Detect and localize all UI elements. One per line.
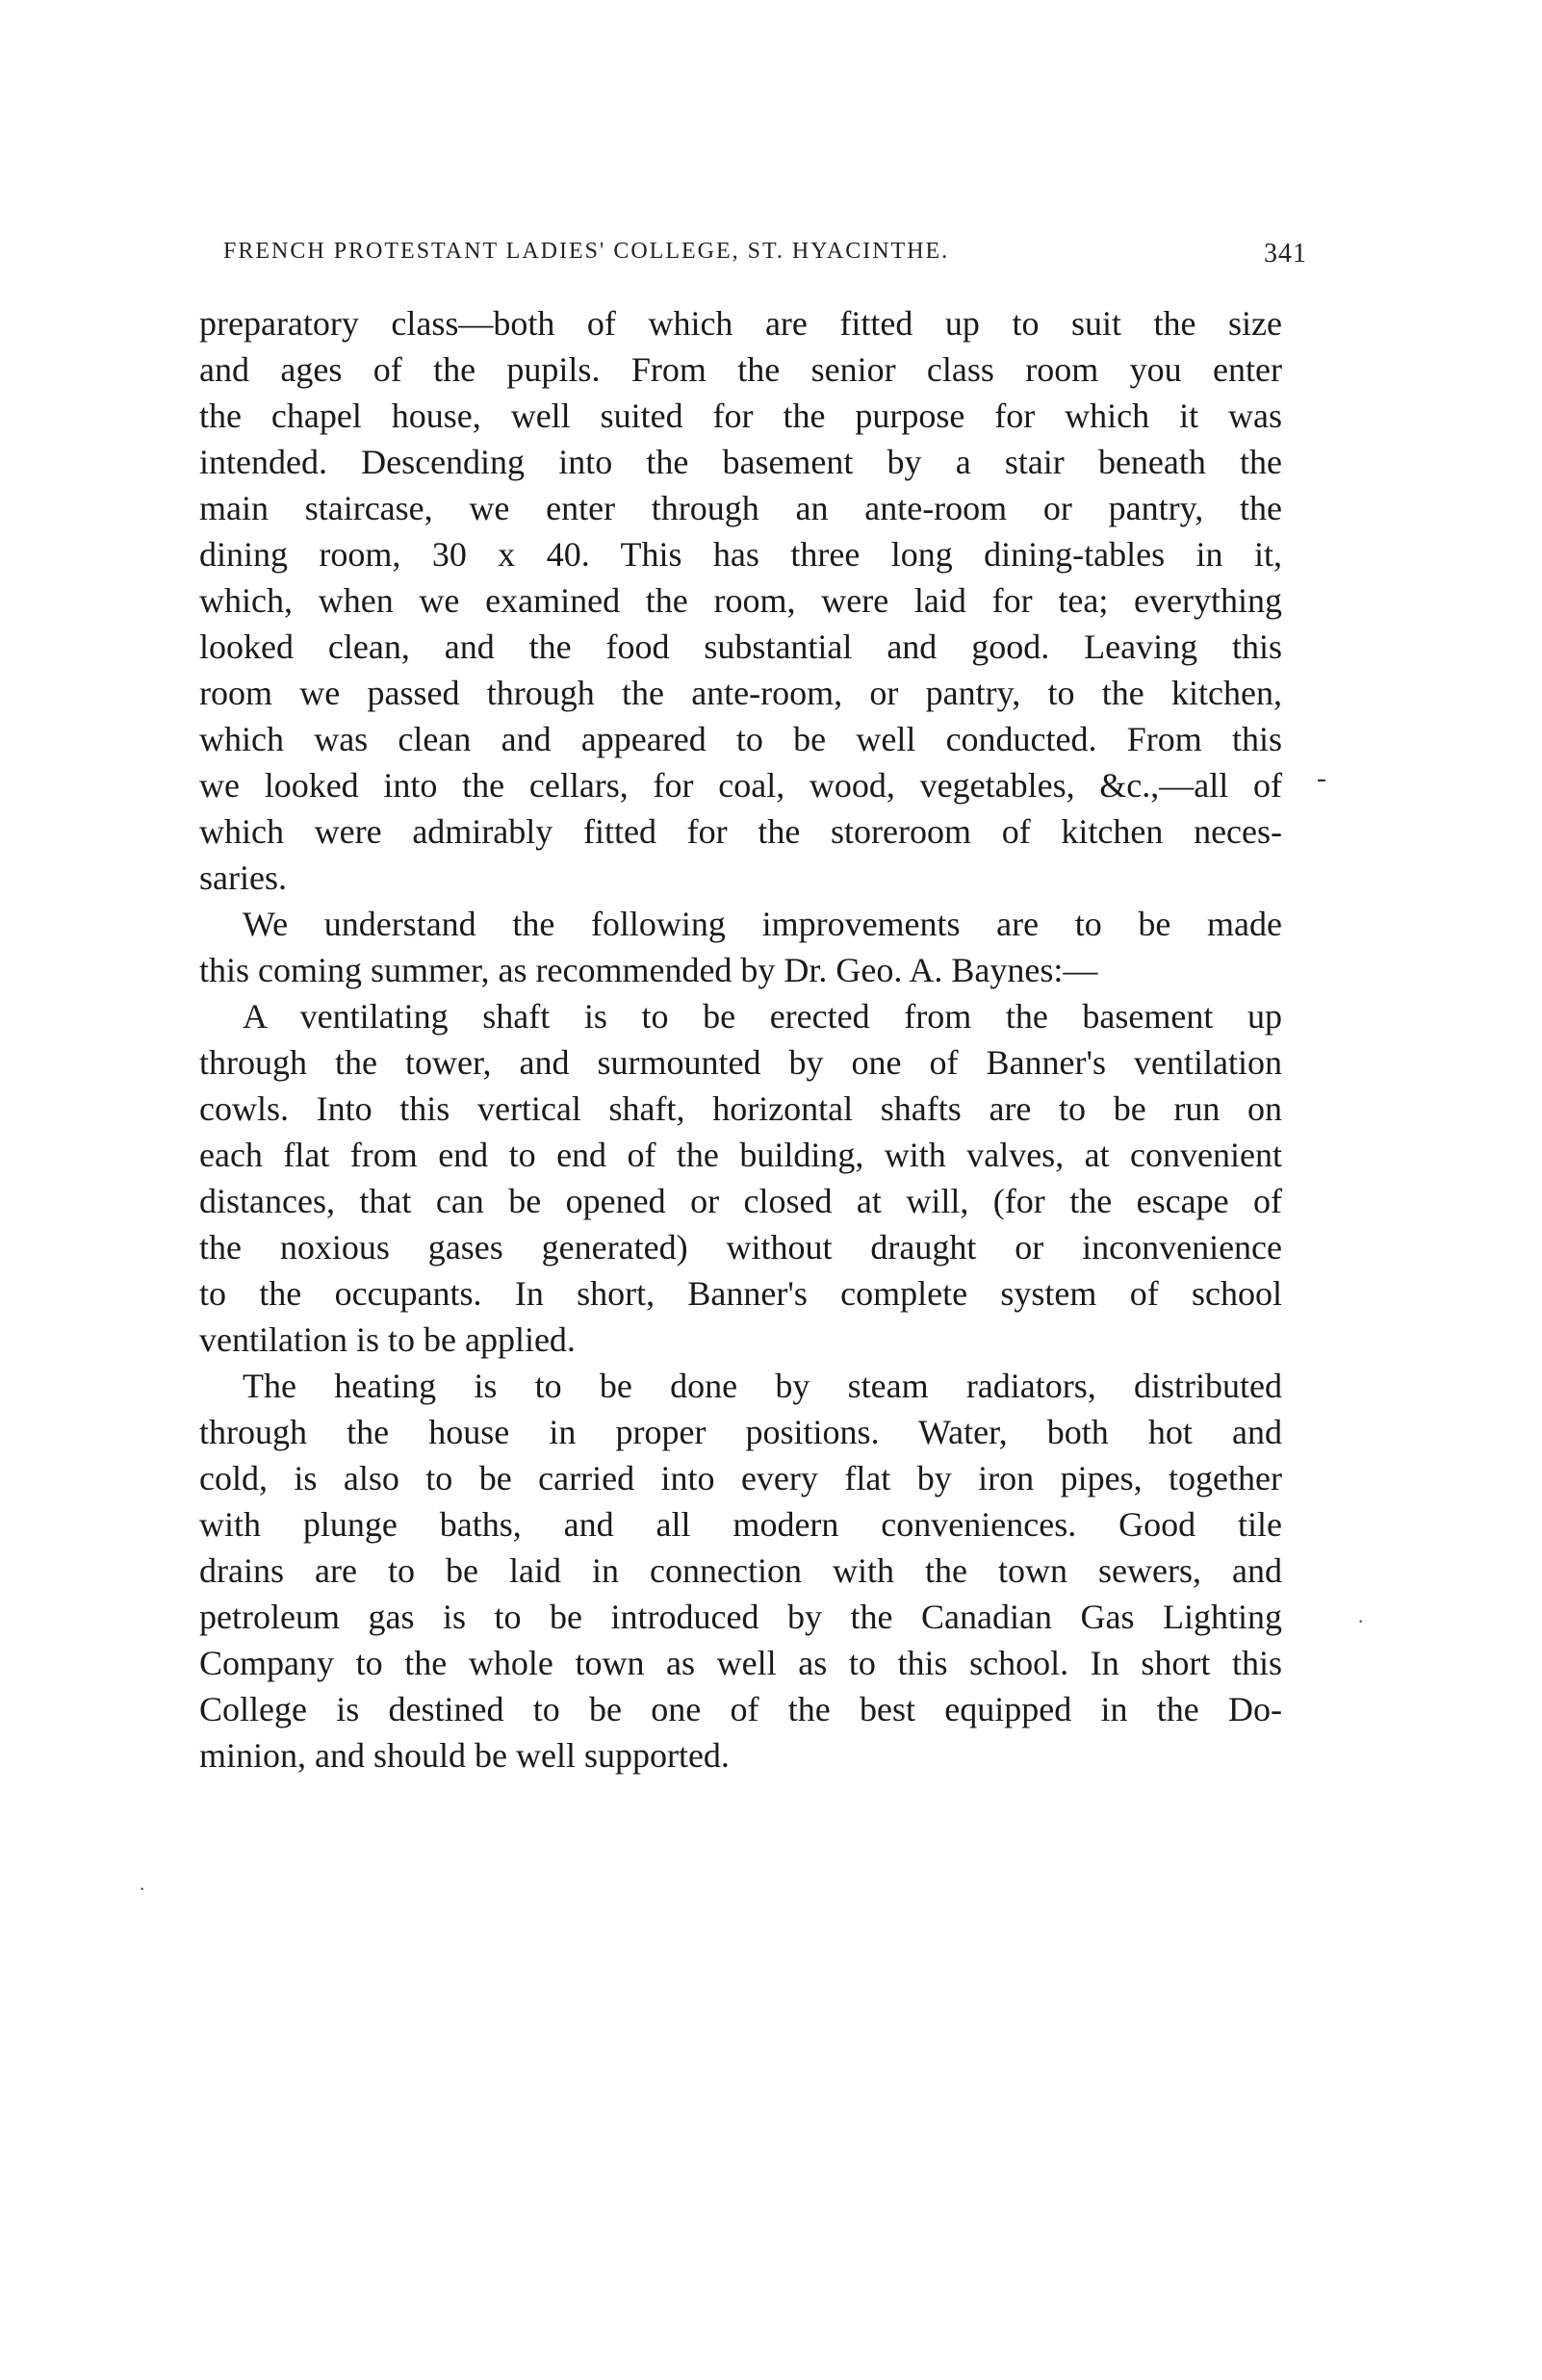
text-line: to the occupants. In short, Banner's complete system of school <box>199 1274 1282 1313</box>
text-line: each flat from end to end of the building, with valves, at convenient <box>199 1136 1282 1174</box>
page-number: 341 <box>1264 239 1307 269</box>
text-line: cold, is also to be carried into every flat by iron pipes, together <box>199 1459 1282 1497</box>
text-line: A ventilating shaft is to be erected from the basement up <box>243 997 1282 1036</box>
text-line: distances, that can be opened or closed at will, (for the escape of <box>199 1182 1282 1220</box>
text-line: petroleum gas is to be introduced by the Canadian Gas Lighting <box>199 1598 1282 1636</box>
text-line: dining room, 30 x 40. This has three long dining-tables in it, <box>199 535 1282 574</box>
text-line: cowls. Into this vertical shaft, horizontal shafts are to be run on <box>199 1089 1282 1128</box>
margin-dot-mark: · <box>139 1877 146 1901</box>
text-line: through the tower, and surmounted by one of Banner's ventilation <box>199 1043 1282 1082</box>
text-line: we looked into the cellars, for coal, wood, vegetables, &c.,—all of <box>199 766 1282 805</box>
text-line: minion, and should be well supported. <box>199 1736 730 1775</box>
text-line: this coming summer, as recommended by Dr. Geo. A. Baynes:— <box>199 951 1098 989</box>
text-line: preparatory class—both of which are fitted up to suit the size <box>199 304 1282 343</box>
text-line: Company to the whole town as well as to this school. In short this <box>199 1644 1282 1682</box>
text-line: saries. <box>199 858 287 897</box>
running-title: FRENCH PROTESTANT LADIES' COLLEGE, ST. HYACINTHE. <box>223 239 950 264</box>
running-head <box>223 239 1307 277</box>
text-line: drains are to be laid in connection with the town sewers, and <box>199 1551 1282 1590</box>
text-line: The heating is to be done by steam radiators, distributed <box>243 1367 1282 1405</box>
text-line: We understand the following improvements are to be made <box>243 905 1282 943</box>
text-line: College is destined to be one of the best equipped in the Do- <box>199 1690 1282 1728</box>
text-line: and ages of the pupils. From the senior class room you enter <box>199 350 1282 389</box>
text-line: intended. Descending into the basement by a stair beneath the <box>199 443 1282 481</box>
body-text <box>199 300 1282 1779</box>
text-line: which was clean and appeared to be well conducted. From this <box>199 720 1282 758</box>
text-line: room we passed through the ante-room, or pantry, to the kitchen, <box>199 674 1282 712</box>
text-line: which were admirably fitted for the storeroom of kitchen neces- <box>199 812 1282 851</box>
text-line: with plunge baths, and all modern conveniences. Good tile <box>199 1505 1282 1544</box>
text-line: through the house in proper positions. Water, both hot and <box>199 1413 1282 1451</box>
margin-dash-mark: - <box>1317 762 1326 794</box>
text-line: ventilation is to be applied. <box>199 1320 576 1359</box>
text-line: which, when we examined the room, were laid for tea; everything <box>199 581 1282 620</box>
text-line: looked clean, and the food substantial and good. Leaving this <box>199 627 1282 666</box>
text-line: the chapel house, well suited for the purpose for which it was <box>199 397 1282 435</box>
text-line: the noxious gases generated) without draught or inconvenience <box>199 1228 1282 1267</box>
text-line: main staircase, we enter through an ante-room or pantry, the <box>199 489 1282 527</box>
margin-dot-mark: · <box>1357 1609 1365 1633</box>
